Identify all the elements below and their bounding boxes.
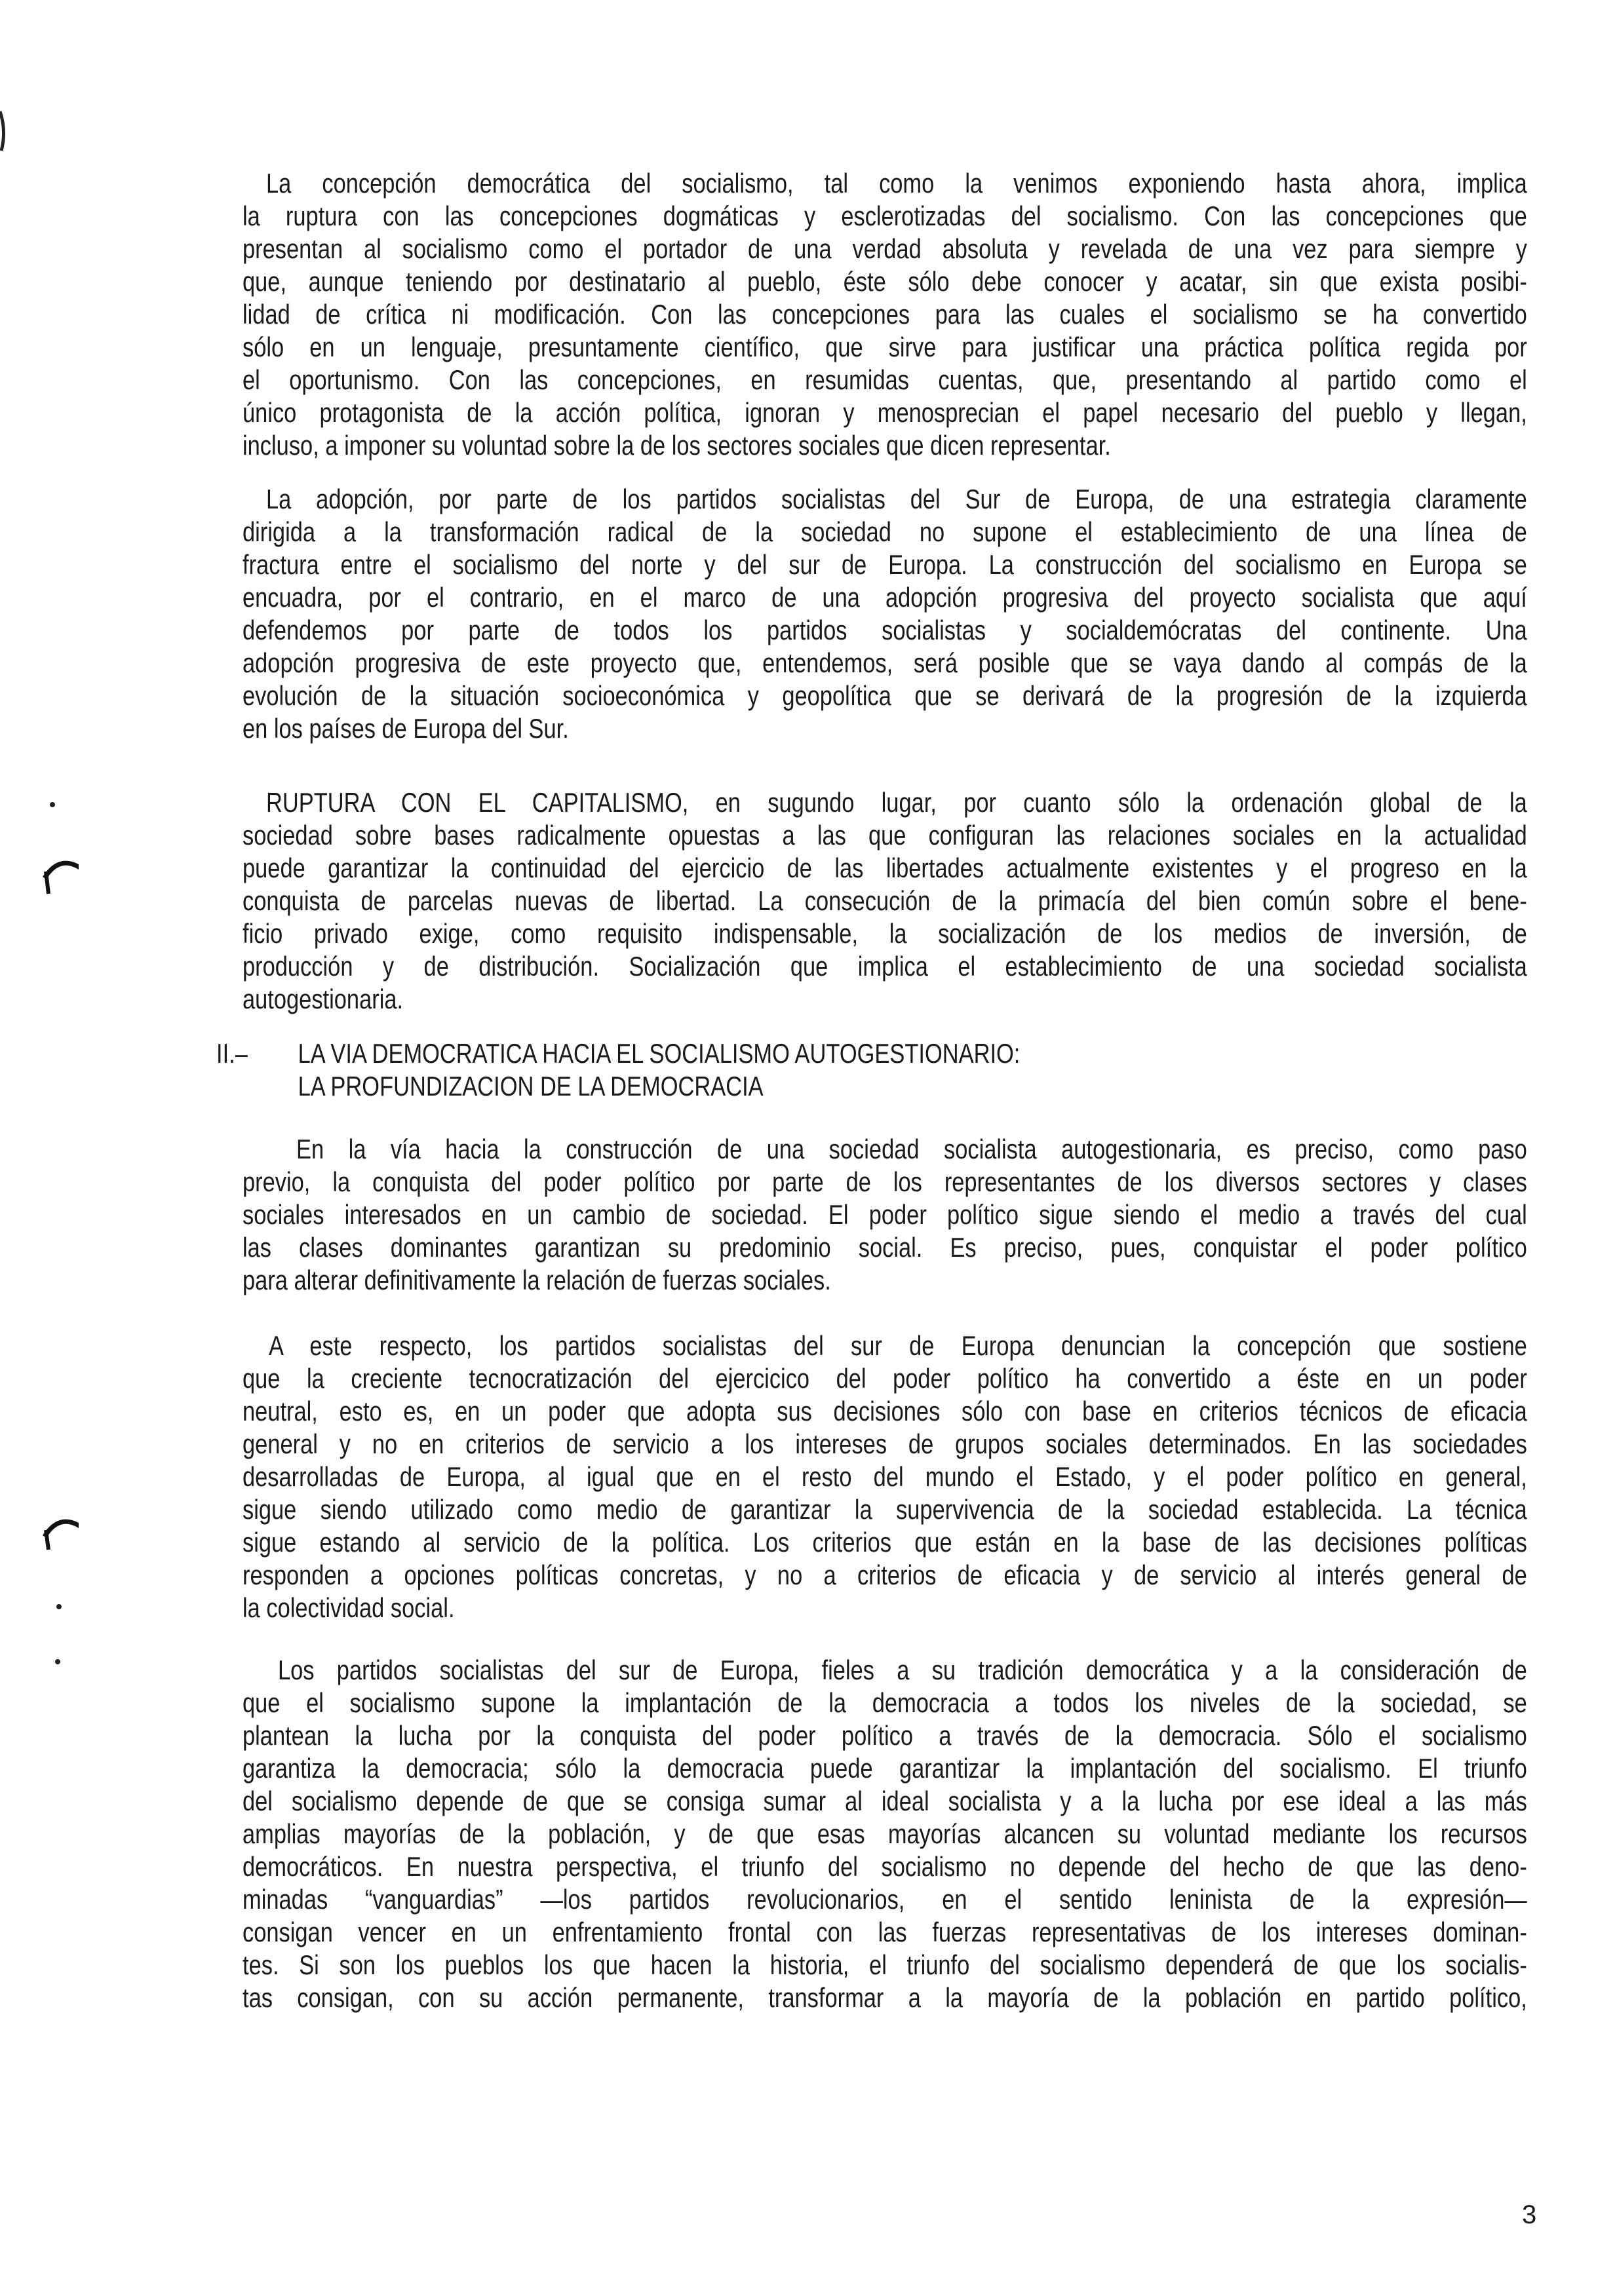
text-line: producción y de distribución. Socialización que implica el establecimiento de una sociedad socialista: [243, 951, 1527, 982]
paragraph: [243, 483, 1615, 745]
section-heading: [216, 1037, 1020, 1103]
text-line: La adopción, por parte de los partidos socialistas del Sur de Europa, de una estrategia claramente: [265, 484, 1527, 514]
text-line: la ruptura con las concepciones dogmáticas y esclerotizadas del socialismo. Con las concepciones que: [243, 201, 1527, 231]
text-line: dirigida a la transformación radical de la sociedad no supone el establecimiento de una línea de: [243, 516, 1527, 547]
text-line: defendemos por parte de todos los partidos socialistas y socialdemócratas del continente. Una: [243, 615, 1527, 645]
text-line: sigue estando al servicio de la política. Los criterios que están en la base de las decisiones políticas: [243, 1527, 1527, 1558]
text-line: del socialismo depende de que se consiga sumar al ideal socialista y a la lucha por ese ideal a las más: [243, 1786, 1527, 1816]
text-line: sociales interesados en un cambio de sociedad. El poder político sigue siendo el medio a través del cual: [243, 1199, 1527, 1230]
text-line: presentan al socialismo como el portador de una verdad absoluta y revelada de una vez para siempre y: [243, 233, 1527, 264]
text-line: encuadra, por el contrario, en el marco de una adopción progresiva del proyecto socialista que aquí: [243, 582, 1527, 613]
paragraph: [243, 1330, 1615, 1624]
text-line: A este respecto, los partidos socialistas del sur de Europa denuncian la concepción que sostiene: [268, 1330, 1527, 1361]
paragraph: [243, 1133, 1615, 1297]
text-line: amplias mayorías de la población, y de que esas mayorías alcancen su voluntad mediante los recursos: [243, 1818, 1527, 1849]
text-line: responden a opciones políticas concretas, y no a criterios de eficacia y de servicio al interés general de: [243, 1559, 1527, 1590]
text-line: puede garantizar la continuidad del ejercicio de las libertades actualmente existentes y el progreso en la: [243, 852, 1527, 883]
text-line: sólo en un lenguaje, presuntamente científico, que sirve para justificar una práctica política regida por: [243, 332, 1527, 362]
text-line: lidad de crítica ni modificación. Con las concepciones para las cuales el socialismo se ha convertido: [243, 299, 1527, 330]
text-line: previo, la conquista del poder político por parte de los representantes de los diversos sectores y clases: [243, 1166, 1527, 1197]
text-line: minadas “vanguardias” —los partidos revolucionarios, en el sentido leninista de la expresión—: [243, 1884, 1527, 1915]
text-line: en los países de Europa del Sur.: [243, 713, 569, 744]
text-line: que el socialismo supone la implantación de la democracia a todos los niveles de la sociedad, se: [243, 1687, 1527, 1718]
text-line: para alterar definitivamente la relación de fuerzas sociales.: [243, 1265, 831, 1295]
text-line: único protagonista de la acción política, ignoran y menosprecian el papel necesario del pueblo y llegan,: [243, 397, 1527, 428]
text-line: general y no en criterios de servicio a los intereses de grupos sociales determinados. En las sociedades: [243, 1428, 1527, 1459]
heading-line-1: LA VIA DEMOCRATICA HACIA EL SOCIALISMO AUTOGESTIONARIO:: [298, 1038, 1021, 1069]
scan-marks: [0, 0, 79, 1704]
text-line: desarrolladas de Europa, al igual que en el resto del mundo el Estado, y el poder político en general,: [243, 1461, 1527, 1492]
text-line: garantiza la democracia; sólo la democracia puede garantizar la implantación del socialismo. El triunfo: [243, 1753, 1527, 1784]
text-line: tas consigan, con su acción permanente, transformar a la mayoría de la población en partido político,: [243, 1982, 1527, 2013]
text-line: conquista de parcelas nuevas de libertad. La consecución de la primacía del bien común sobre el bene-: [243, 885, 1527, 916]
paragraph: [243, 786, 1615, 1016]
text-line: consigan vencer en un enfrentamiento frontal con las fuerzas representativas de los intereses dominan-: [243, 1917, 1527, 1947]
page-number: 3: [1522, 2200, 1537, 2229]
text-line: fractura entre el socialismo del norte y del sur de Europa. La construcción del socialismo en Europa se: [243, 549, 1527, 580]
text-line: el oportunismo. Con las concepciones, en resumidas cuentas, que, presentando al partido como el: [243, 364, 1527, 395]
text-line: tes. Si son los pueblos los que hacen la historia, el triunfo del socialismo dependerá de que los socialis-: [243, 1949, 1527, 1980]
text-line: que, aunque teniendo por destinatario al pueblo, éste sólo debe conocer y acatar, sin que exista posibi-: [243, 266, 1527, 297]
text-line: incluso, a imponer su voluntad sobre la de los sectores sociales que dicen representar.: [243, 430, 1111, 461]
text-line: evolución de la situación socioeconómica y geopolítica que se derivará de la progresión de la izquierda: [243, 680, 1527, 711]
text-line: ficio privado exige, como requisito indispensable, la socialización de los medios de inversión, de: [243, 918, 1527, 949]
text-line: adopción progresiva de este proyecto que, entendemos, será posible que se vaya dando al compás de la: [243, 647, 1527, 678]
text-line: plantean la lucha por la conquista del poder político a través de la democracia. Sólo el socialismo: [243, 1720, 1527, 1751]
text-line: la colectividad social.: [243, 1592, 455, 1623]
text-line: que la creciente tecnocratización del ejercicico del poder político ha convertido a éste en un poder: [243, 1363, 1527, 1394]
text-line: democráticos. En nuestra perspectiva, el triunfo del socialismo no depende del hecho de que las deno-: [243, 1851, 1527, 1882]
text-line: En la vía hacia la construcción de una sociedad socialista autogestionaria, es preciso, como paso: [296, 1134, 1527, 1164]
text-line: sociedad sobre bases radicalmente opuestas a las que configuran las relaciones sociales en la actualidad: [243, 820, 1527, 851]
text-line: sigue siendo utilizado como medio de garantizar la supervivencia de la sociedad establecida. La técnica: [243, 1494, 1527, 1525]
text-line: La concepción democrática del socialismo, tal como la venimos exponiendo hasta ahora, implica: [265, 168, 1527, 199]
text-line: neutral, esto es, en un poder que adopta sus decisiones sólo con base en criterios técnicos de eficacia: [243, 1396, 1527, 1426]
heading-line-2: LA PROFUNDIZACION DE LA DEMOCRACIA: [298, 1071, 764, 1101]
section-number: II.–: [216, 1038, 248, 1069]
text-line: las clases dominantes garantizan su predominio social. Es preciso, pues, conquistar el poder político: [243, 1232, 1527, 1263]
text-line: RUPTURA CON EL CAPITALISMO, en sugundo lugar, por cuanto sólo la ordenación global de la: [265, 787, 1527, 818]
text-line: autogestionaria.: [243, 984, 404, 1014]
paragraph: [243, 1654, 1615, 2014]
paragraph: [243, 167, 1615, 462]
text-line: Los partidos socialistas del sur de Europa, fieles a su tradición democrática y a la consideración de: [277, 1655, 1527, 1685]
